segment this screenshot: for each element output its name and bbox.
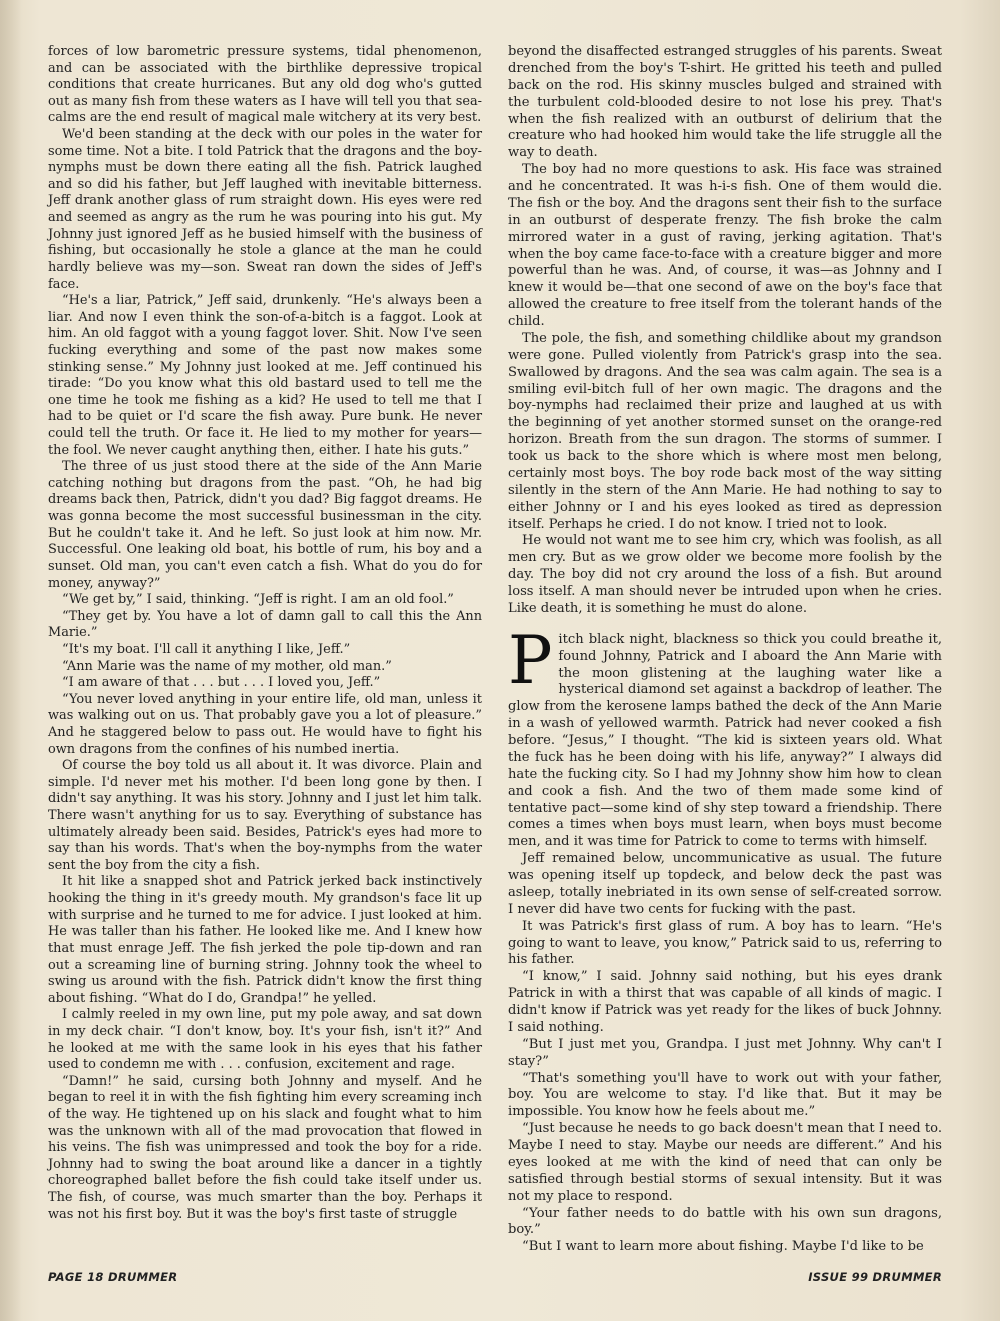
paragraph: He would not want me to see him cry, which was foolish, as all men cry. But as we grow older we become more foolish by the day. The boy did not cry around the loss of a fish. But around loss itself. A man should never be intruded upon when he cries. Like death, it is something he must do alone. [508,533,942,616]
paragraph: It was Patrick's first glass of rum. A boy has to learn. “He's going to want to leave, you know,” Patrick said to us, referring to his father. [508,918,942,968]
paragraph: “I know,” I said. Johnny said nothing, but his eyes drank Patrick in with a thirst that was capable of all kinds of magic. I didn't know if Patrick was yet ready for the likes of buck Johnny. I said nothing. [508,969,942,1035]
paragraph: beyond the disaffected estranged struggles of his parents. Sweat drenched from the boy's T-shirt. He gritted his teeth and pulled back on the rod. His skinny muscles bulged and strained with the turbulent cold-blooded desire to not lose his prey. That's when the fish realized with an outburst of delirium that the creature who had hooked him would take the life struggle all the way to death. [508,44,942,161]
page-spine-shadow [0,0,22,1321]
paragraph: The pole, the fish, and something childlike about my grandson were gone. Pulled violently from Patrick's grasp into the sea. Swallowed by dragons. And the sea was calm again. The sea is a smiling evil-bitch full of her own magic. The dragons and the boy-nymphs had reclaimed their prize and laughed at us with the beginning of yet another stormed sunset on the orange-red horizon. Breath from the sun dragon. The storms of summer. I took us back to the shore which is where most men belong, certainly most boys. The boy rode back most of the way sitting silently in the stern of the Ann Marie. He had nothing to say to either Johnny or I and his eyes looked as tired as depression itself. Perhaps he cried. I do not know. I tried not to look. [508,330,942,532]
paragraph: “Ann Marie was the name of my mother, old man.” [62,658,392,674]
right-column [508,44,942,1256]
paragraph: “But I want to learn more about fishing. Maybe I'd like to be [522,1239,924,1255]
paragraph: The boy had no more questions to ask. His face was strained and he concentrated. It was h-i-s fish. One of them would die. The fish or the boy. And the dragons sent their fish to the surface in an outburst of desperate frenzy. The fish broke the calm mirrored water in a gust of raving, jerking agitation. That's when the boy came face-to-face with a creature bigger and more powerful than he was. And, of course, it was—as Johnny and I knew it would be—that one second of awe on the boy's face that allowed the creature to free itself from the tolerant hands of the child. [508,162,942,329]
paragraph: “That's something you'll have to work out with your father, boy. You are welcome to stay. I'd like that. But it may be impossible. You know how he feels about me.” [508,1070,942,1120]
paragraph-text: itch black night, blackness so thick you could breathe it, found Johnny, Patrick and I aboard the Ann Marie with the moon glistening at the laughing water like a hysterical diamond set against a backdrop of leather. The glow from the kerosene lamps bathed the deck of the Ann Marie in a wash of yellowed warmth. Patrick had never cooked a fish before. “Jesus,” I thought. “The kid is sixteen years old. What the fuck has he been doing with his life, anyway?” I always did hate the fucking city. So I had my Johnny show him how to clean and cook a fish. And the two of them made some kind of tentative pact—some kind of shy step toward a friendship. There comes a times when boys must learn, when boys must become men, and it was time for Patrick to come to terms with himself. [508,631,942,850]
paragraph: I calmly reeled in my own line, put my pole away, and sat down in my deck chair. “I don't know, boy. It's your fish, isn't it?” And he looked at me with the same look in his eyes that his father used to condemn me with . . . confusion, excitement and rage. [48,1007,482,1073]
paragraph: “Damn!” he said, cursing both Johnny and myself. And he began to reel it in with the fish fighting him every screaming inch of the way. He tightened up on his slack and fought what to him was the unknown with all of the mad provocation that flowed in his veins. The fish was unimpressed and took the boy for a ride. Johnny had to swing the boat around like a dancer in a tightly choreographed ballet before the fish could take itself under us. The fish, of course, was much smarter than the boy. Perhaps it was not his first boy. But it was the boy's first taste of struggle [48,1073,482,1222]
paragraph: Of course the boy told us all about it. It was divorce. Plain and simple. I'd never met his mother. I'd been long gone by then. I didn't say anything. It was his story. Johnny and I just let him talk. There wasn't anything for us to say. Everything of substance has ultimately already been said. Besides, Patrick's eyes had more to say than his words. That's when the boy-nymphs from the water sent the boy from the city a fish. [48,758,482,873]
paragraph: “They get by. You have a lot of damn gall to call this the Ann Marie.” [48,608,482,641]
paragraph: forces of low barometric pressure systems, tidal phenomenon, and can be associated with the birthlike depressive tropical conditions that create hurricanes. But any old dog who's gutted out as many fish from these waters as I have will tell you that sea-calms are the end result of magical male witchery at its very best. [48,44,482,126]
paragraph: The three of us just stood there at the side of the Ann Marie catching nothing but dragons from the past. “Oh, he had big dreams back then, Patrick, didn't you dad? Big faggot dreams. He was gonna become the most successful businessman in the city. But he couldn't take it. And he left. So just look at him now. Mr. Successful. One leaking old boat, his bottle of rum, his boy and a sunset. Old man, you can't even catch a fish. What do you do for money, anyway?” [48,459,482,591]
paragraph: “It's my boat. I'll call it anything I like, Jeff.” [62,641,351,657]
page-footer-left: PAGE 18 DRUMMER [48,1270,178,1284]
paragraph: “Just because he needs to go back doesn't mean that I need to. Maybe I need to stay. Maybe our needs are different.” And his eyes looked at me with the kind of need that can only be satisfied through bestial storms of sexual intensity. But it was not my place to respond. [508,1121,942,1204]
paragraph: “Your father needs to do battle with his own sun dragons, boy.” [508,1205,942,1238]
paragraph: “We get by,” I said, thinking. “Jeff is right. I am an old fool.” [62,592,454,608]
paragraph: “He's a liar, Patrick,” Jeff said, drunkenly. “He's always been a liar. And now I even think the son-of-a-bitch is a faggot. Look at him. An old faggot with a young faggot lover. Shit. Now I've seen fucking everything and some of the past now makes some stinking sense.” My Johnny just looked at me. Jeff continued his tirade: “Do you know what this old bastard used to tell me the one time he took me fishing as a kid? He used to tell me that I had to be quiet or I'd scare the fish away. Pure bunk. He never could tell the truth. Or face it. He lied to my mother for years—the fool. We never caught anything then, either. I hate his guts.” [48,293,482,458]
paragraph: It hit like a snapped shot and Patrick jerked back instinctively hooking the thing in it's greedy mouth. My grandson's face lit up with surprise and he turned to me for advice. I just looked at him. He was taller than his father. He looked like me. And I knew how that must enrage Jeff. The fish jerked the pole tip-down and ran out a screaming line of burning string. Johnny took the wheel to swing us around with the fish. Patrick didn't know the first thing about fishing. “What do I do, Grandpa!” he yelled. [48,874,482,1006]
section-start-paragraph [508,621,942,851]
paragraph: We'd been standing at the deck with our poles in the water for some time. Not a bite. I told Patrick that the dragons and the boy-nymphs must be down there eating all the fish. Patrick laughed and so did his father, but Jeff laughed with inevitable bitterness. Jeff drank another glass of rum straight down. His eyes were red and seemed as angry as the rum he was pouring into his gut. My Johnny just ignored Jeff as he busied himself with the business of fishing, but occasionally he stole a glance at the man he could hardly believe was my—son. Sweat ran down the sides of Jeff's face. [48,127,482,292]
paragraph: Jeff remained below, uncommunicative as usual. The future was opening itself up topdeck, and below deck the past was asleep, totally inebriated in its own sense of self-created sorrow. I never did have two cents for fucking with the past. [508,851,942,917]
paragraph: “But I just met you, Grandpa. I just met Johnny. Why can't I stay?” [508,1036,942,1069]
left-column [48,44,482,1223]
paragraph: “You never loved anything in your entire life, old man, unless it was walking out on us. That probably gave you a lot of pleasure.” And he staggered below to pass out. He would have to fight his own dragons from the confines of his numbed inertia. [48,691,482,757]
paragraph: “I am aware of that . . . but . . . I loved you, Jeff.” [62,675,381,691]
drop-cap: P [508,621,553,699]
page-footer-right: ISSUE 99 DRUMMER [808,1270,942,1284]
